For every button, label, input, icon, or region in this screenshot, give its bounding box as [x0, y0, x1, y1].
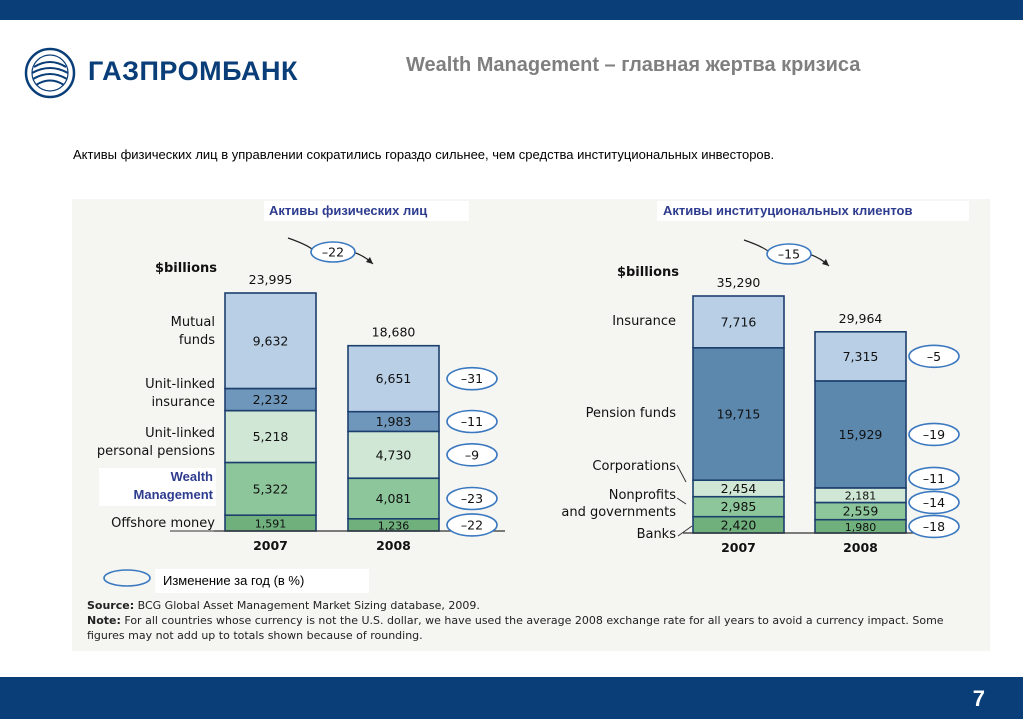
total-change-label-1: –15: [777, 246, 801, 262]
bar-value-label-0-0-3: 2,232: [252, 392, 289, 408]
banks-leader-line: [678, 526, 692, 536]
row-label-uli-0: Unit-linked: [145, 377, 215, 392]
source-text: BCG Global Asset Management Market Sizing database, 2009.: [137, 599, 480, 612]
change-label-0-0: –22: [460, 517, 484, 533]
bar-value-label-1-1-4: 7,315: [842, 348, 879, 364]
wealth-management-line1: Wealth: [170, 469, 213, 484]
row-label-ulpp-1: personal pensions: [96, 444, 215, 459]
bottom-bar: [0, 677, 1023, 719]
bar-value-label-0-1-1: 4,081: [375, 491, 412, 506]
wealth-management-label: [99, 468, 216, 506]
source-note: [87, 598, 944, 643]
bar-value-label-0-0-0: 1,591: [254, 517, 287, 531]
panel-label-individual: Активы физических лиц: [264, 201, 469, 221]
row-label-pension-0: Pension funds: [585, 406, 676, 421]
year-label-0-1: 2008: [376, 538, 411, 553]
row-label-corporations-0: Corporations: [592, 459, 676, 474]
row-label-mutual-0: Mutual: [170, 315, 215, 330]
row-label-nonprofits-1: and governments: [561, 505, 676, 520]
note-text-2: figures may not add up to totals shown because of rounding.: [87, 629, 423, 642]
total-change-label-0: –22: [321, 244, 345, 260]
row-label-banks-0: Banks: [636, 527, 676, 542]
bar-value-label-1-0-3: 19,715: [716, 406, 761, 422]
nonprofits-leader-line: [677, 498, 686, 504]
bar-total-label-0-1: 18,680: [371, 324, 416, 340]
change-label-0-1: –23: [460, 491, 484, 506]
brand-name: ГАЗПРОМБАНК: [88, 56, 298, 86]
row-label-offshore-0: Offshore money: [111, 516, 215, 531]
change-label-1-2: –11: [922, 470, 946, 486]
change-label-1-1: –14: [922, 494, 946, 510]
note-label: Note:: [87, 614, 121, 627]
bar-value-label-1-0-1: 2,985: [720, 499, 757, 515]
change-label-0-4: –31: [460, 371, 484, 387]
year-label-1-0: 2007: [721, 540, 756, 555]
bar-value-label-1-1-1: 2,559: [842, 503, 879, 519]
bar-total-label-1-1: 29,964: [838, 310, 883, 326]
unit-label-0: $billions: [154, 261, 218, 276]
total-change-arrowhead-1: [822, 259, 829, 266]
bar-value-label-0-1-4: 6,651: [375, 371, 412, 387]
row-label-uli-1: insurance: [151, 395, 215, 410]
page-number: 7: [972, 686, 985, 711]
bar-value-label-0-1-3: 1,983: [375, 414, 412, 429]
slide-subtitle: Активы физических лиц в управлении сократились гораздо сильнее, чем средства институциональных инвесторов.: [73, 147, 775, 162]
source-label: Source:: [87, 599, 135, 612]
bar-value-label-0-0-2: 5,218: [252, 429, 289, 445]
row-label-insurance-0: Insurance: [612, 314, 676, 329]
change-label-0-2: –9: [464, 447, 480, 463]
bar-value-label-0-1-2: 4,730: [375, 447, 412, 463]
bar-total-label-1-0: 35,290: [716, 275, 761, 290]
bar-total-label-0-0: 23,995: [248, 272, 293, 287]
bar-value-label-0-0-1: 5,322: [252, 481, 289, 497]
page-title: Wealth Management – главная жертва кризиса: [406, 54, 861, 76]
legend-oval-icon: [101, 567, 153, 589]
legend-text: Изменение за год (в %): [163, 573, 305, 588]
change-label-1-0: –18: [922, 518, 946, 534]
bar-value-label-1-0-4: 7,716: [720, 314, 757, 330]
change-label-1-4: –5: [926, 348, 942, 364]
bar-value-label-0-1-0: 1,236: [377, 519, 410, 533]
row-label-ulpp-0: Unit-linked: [145, 426, 215, 441]
note-text-1: For all countries whose currency is not the U.S. dollar, we have used the average 2008 exchange rate for all years to avoid a currency impact. Some: [124, 614, 944, 627]
year-label-1-1: 2008: [843, 540, 878, 555]
bar-value-label-1-0-0: 2,420: [720, 517, 757, 533]
row-label-mutual-1: funds: [178, 333, 215, 348]
bar-value-label-1-1-0: 1,980: [844, 520, 877, 534]
corporations-leader-line: [677, 465, 686, 482]
row-label-nonprofits-0: Nonprofits: [608, 488, 676, 503]
year-label-0-0: 2007: [253, 538, 288, 553]
bar-value-label-0-0-4: 9,632: [252, 333, 289, 349]
total-change-arrowhead-0: [366, 257, 373, 264]
bar-value-label-1-1-3: 15,929: [838, 426, 883, 442]
panel-label-institutional: Активы институциональных клиентов: [657, 201, 969, 221]
wealth-management-line2: Management: [133, 487, 213, 502]
change-label-0-3: –11: [460, 414, 484, 429]
unit-label-1: $billions: [616, 265, 680, 280]
bar-value-label-1-1-2: 2,181: [844, 489, 877, 503]
bar-value-label-1-0-2: 2,454: [720, 481, 757, 496]
change-label-1-3: –19: [922, 426, 946, 442]
